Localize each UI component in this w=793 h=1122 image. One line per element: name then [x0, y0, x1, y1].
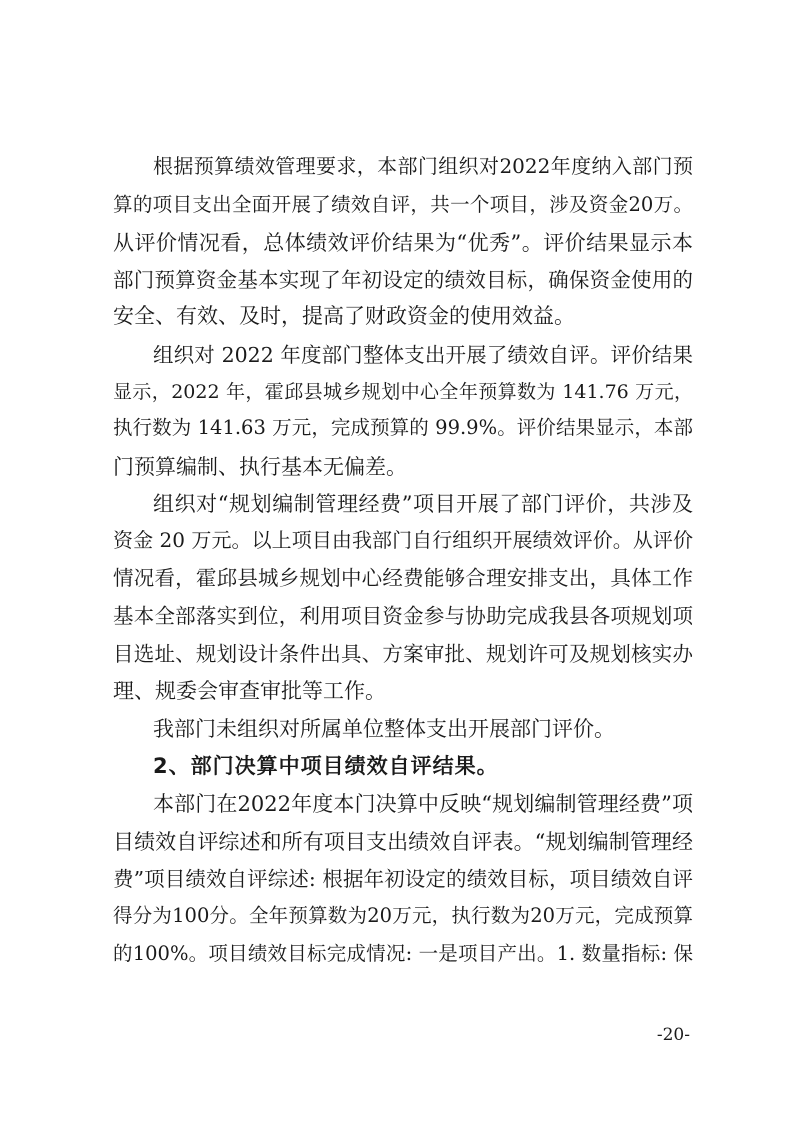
text-line: 部门预算资金基本实现了年初设定的绩效目标，确保资金使用的 [113, 268, 693, 292]
text-line: 本部门在2022年度本门决算中反映“规划编制管理经费”项 [153, 792, 693, 816]
text-line: 从评价情况看，总体绩效评价结果为“优秀”。评价结果显示本 [113, 231, 693, 255]
text-line: 情况看，霍邱县城乡规划中心经费能够合理安排支出，具体工作 [113, 566, 693, 590]
text-line: 基本全部落实到位，利用项目资金参与协助完成我县各项规划项 [113, 604, 693, 628]
text-line: 执行数为 141.63 万元，完成预算的 99.9%。评价结果显示，本部 [113, 416, 693, 439]
text-line: 组织对 2022 年度部门整体支出开展了绩效自评。评价结果 [153, 343, 693, 367]
text-line: 根据预算绩效管理要求，本部门组织对2022年度纳入部门预 [153, 154, 693, 178]
text-line: 我部门未组织对所属单位整体支出开展部门评价。 [153, 717, 615, 741]
text-line: 理、规委会审查审批等工作。 [113, 679, 386, 703]
text-line: 算的项目支出全面开展了绩效自评，共一个项目，涉及资金20万。 [113, 193, 693, 216]
section-heading: 2、部门决算中项目绩效自评结果。 [153, 754, 499, 778]
text-line: 组织对“规划编制管理经费”项目开展了部门评价，共涉及 [153, 492, 693, 516]
text-line: 目绩效自评综述和所有项目支出绩效自评表。“规划编制管理经 [113, 830, 693, 854]
text-line: 资金 20 万元。以上项目由我部门自行组织开展绩效评价。从评价 [113, 528, 693, 552]
text-line: 显示，2022 年，霍邱县城乡规划中心全年预算数为 141.76 万元， [113, 381, 693, 403]
text-line: 门预算编制、执行基本无偏差。 [113, 455, 407, 479]
text-line: 费”项目绩效自评综述: 根据年初设定的绩效目标，项目绩效自评 [113, 867, 693, 891]
text-line: 得分为100分。全年预算数为20万元，执行数为20万元，完成预算 [113, 904, 693, 927]
text-line: 安全、有效、及时，提高了财政资金的使用效益。 [113, 304, 575, 328]
text-line: 的100%。项目绩效目标完成情况: 一是项目产出。1. 数量指标: 保 [113, 942, 693, 965]
page-number: -20- [656, 1025, 690, 1045]
text-line: 目选址、规划设计条件出具、方案审批、规划许可及规划核实办 [113, 642, 693, 666]
